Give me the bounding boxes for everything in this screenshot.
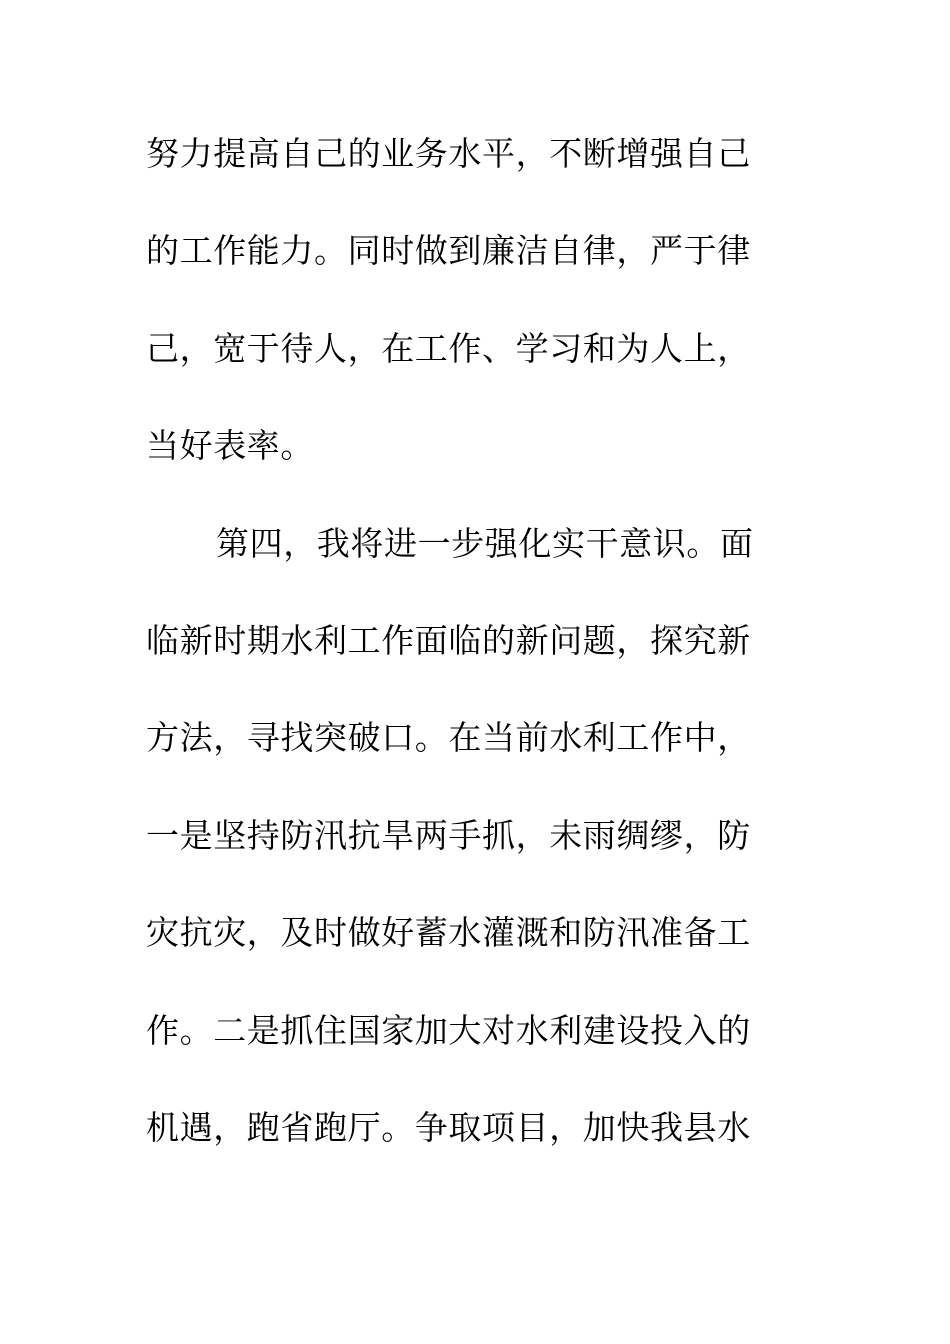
text-line: 己，宽于待人，在工作、学习和为人上，	[146, 328, 751, 368]
text-line: 灾抗灾，及时做好蓄水灌溉和防汛准备工	[146, 913, 751, 953]
text-line: 的工作能力。同时做到廉洁自律，严于律	[146, 231, 751, 271]
body-text	[146, 129, 786, 1200]
text-line: 方法，寻找突破口。在当前水利工作中，	[146, 718, 751, 758]
text-line: 当好表率。	[146, 426, 314, 466]
text-line: 努力提高自己的业务水平，不断增强自己	[146, 134, 751, 173]
text-line: 临新时期水利工作面临的新问题，探究新	[146, 620, 751, 660]
paragraph-start-line: 第四，我将进一步强化实干意识。面	[216, 523, 754, 563]
text-line: 机遇，跑省跑厅。争取项目，加快我县水	[146, 1107, 751, 1147]
text-line: 一是坚持防汛抗旱两手抓，未雨绸缪，防	[146, 815, 751, 855]
text-line: 作。二是抓住国家加大对水利建设投入的	[146, 1010, 751, 1050]
